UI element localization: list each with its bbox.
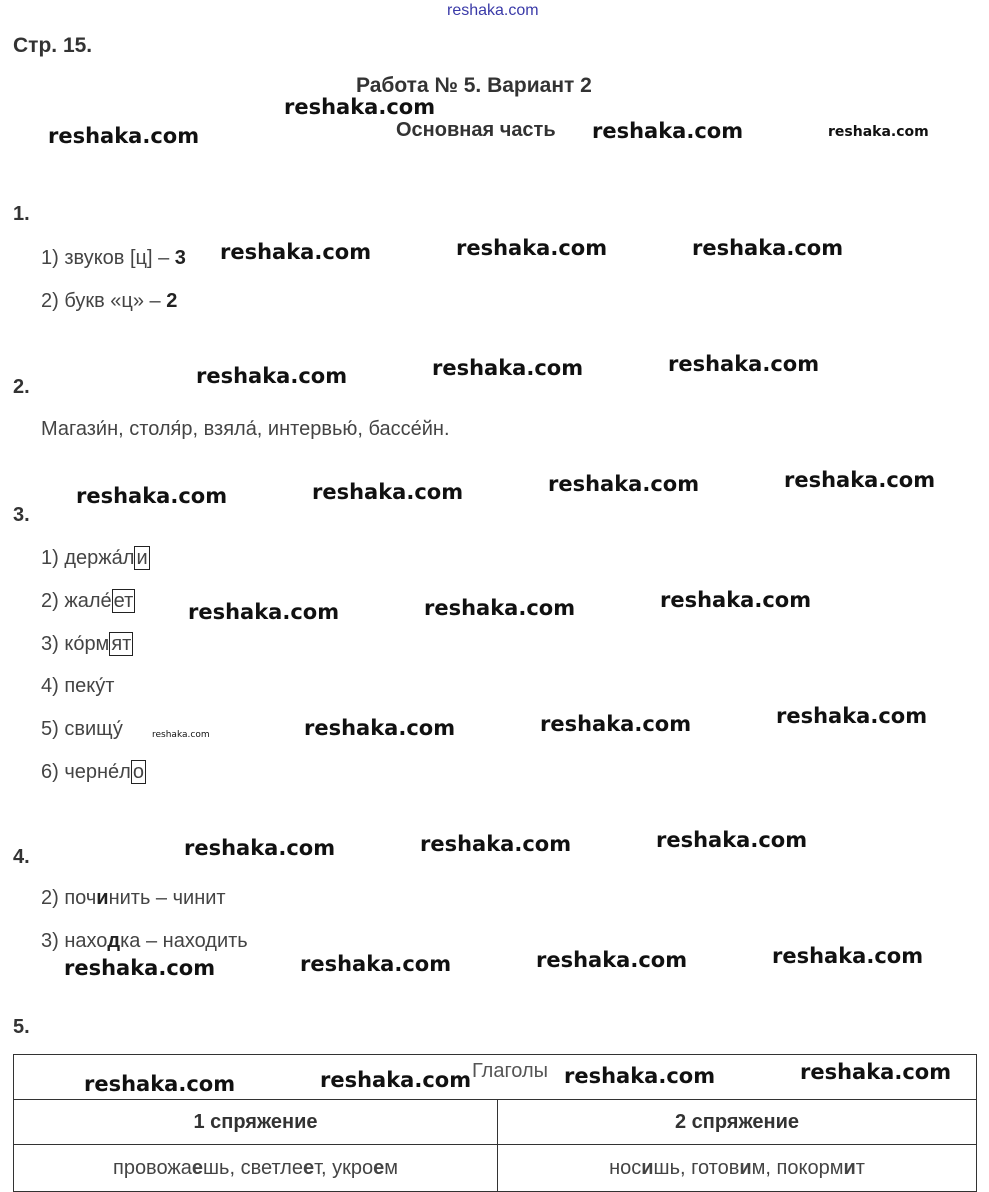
watermark: reshaka.com [304, 716, 456, 740]
watermark: reshaka.com [772, 944, 924, 968]
task-3-number: 3. [13, 504, 30, 526]
task-1-line-1-text: 1) звуков [ц] – [41, 247, 175, 269]
section-subtitle: Основная часть [396, 119, 556, 141]
task-1-line-2-text: 2) букв «ц» – [41, 290, 167, 312]
watermark: reshaka.com [784, 468, 936, 492]
word-part: т, [314, 1156, 333, 1179]
highlighted-letter: и [739, 1156, 752, 1179]
column-header-conj-1: 1 спряжение [14, 1100, 498, 1145]
highlighted-letter: е [191, 1156, 203, 1179]
watermark: reshaka.com [424, 596, 576, 620]
watermark: reshaka.com [668, 352, 820, 376]
highlighted-letter: е [302, 1156, 315, 1179]
watermark: reshaka.com [184, 836, 336, 860]
ending-box: и [136, 547, 148, 569]
word-part: шь, [653, 1156, 692, 1179]
ending-box: ет [113, 590, 134, 612]
task-3-item-stem: 6) черне́л [41, 761, 131, 783]
highlighted-letter: е [373, 1156, 385, 1179]
ending-box: ят [111, 633, 132, 655]
word-part: 2) поч [41, 887, 97, 909]
watermark: reshaka.com [456, 236, 608, 260]
watermark: reshaka.com [540, 712, 692, 736]
conj-1-cell [14, 1145, 498, 1192]
task-4-number: 4. [13, 846, 30, 868]
task-3-item [41, 547, 150, 570]
table-caption: Глаголы [471, 1059, 549, 1082]
word-part: покорм [776, 1156, 844, 1179]
watermark: reshaka.com [660, 588, 812, 612]
task-3-item-stem: 3) ко́рм [41, 633, 110, 655]
watermark: reshaka.com [320, 1068, 472, 1092]
watermark: reshaka.com [828, 124, 929, 140]
watermark: reshaka.com [776, 704, 928, 728]
watermark: reshaka.com [592, 119, 744, 143]
word-part: готов [691, 1156, 740, 1179]
task-3-item-stem: 2) жале́ [41, 590, 112, 612]
watermark: reshaka.com [312, 480, 464, 504]
highlighted-letter: и [843, 1156, 856, 1179]
task-4-line-1 [41, 887, 226, 910]
watermark: reshaka.com [548, 472, 700, 496]
site-link[interactable]: reshaka.com [447, 2, 539, 19]
task-3-item-stem: 1) держа́л [41, 547, 135, 569]
task-3-item [41, 718, 123, 741]
task-3-item-stem: 4) пеку́т [41, 675, 115, 697]
word-part: 3) нахо [41, 930, 108, 952]
word-part: светле [240, 1156, 303, 1179]
watermark: reshaka.com [432, 356, 584, 380]
task-3-item [41, 590, 135, 613]
task-1-line-1 [41, 247, 186, 270]
watermark: reshaka.com [564, 1064, 716, 1088]
task-4-line-2 [41, 930, 248, 953]
word-part: нить – чинит [108, 887, 226, 909]
conj-2-cell [498, 1145, 977, 1192]
word-part: т [855, 1156, 865, 1179]
word-part: ка – находить [120, 930, 248, 952]
task-1-number: 1. [13, 203, 30, 225]
task-3-item-stem: 5) свищу́ [41, 718, 123, 740]
highlighted-letter: и [96, 887, 109, 909]
watermark: reshaka.com [84, 1072, 236, 1096]
task-3-item [41, 633, 133, 656]
word-part: шь, [203, 1156, 241, 1179]
word-part: м [384, 1156, 399, 1179]
watermark: reshaka.com [76, 484, 228, 508]
watermark: reshaka.com [48, 124, 200, 148]
task-1-line-2-value: 2 [166, 290, 178, 312]
watermark: reshaka.com [64, 956, 216, 980]
task-1-line-2 [41, 290, 177, 313]
word-part: провожа [112, 1156, 192, 1179]
word-part: м, [751, 1156, 777, 1179]
highlighted-letter: д [107, 930, 121, 952]
watermark: reshaka.com [692, 236, 844, 260]
task-2-text: Магази́н, столя́р, взяла́, интервью́, бассе́йн. [41, 418, 450, 440]
highlighted-letter: и [641, 1156, 654, 1179]
watermark: reshaka.com [300, 952, 452, 976]
task-5-number: 5. [13, 1016, 30, 1038]
watermark: reshaka.com [536, 948, 688, 972]
page-label: Стр. 15. [13, 34, 93, 57]
watermark: reshaka.com [284, 95, 436, 119]
task-3-item [41, 761, 146, 784]
watermark: reshaka.com [220, 240, 372, 264]
watermark: reshaka.com [152, 730, 210, 740]
watermark: reshaka.com [196, 364, 348, 388]
watermark: reshaka.com [800, 1060, 952, 1084]
word-part: нос [609, 1156, 642, 1179]
page-title: Работа № 5. Вариант 2 [356, 74, 592, 97]
task-2-number: 2. [13, 376, 30, 398]
task-1-line-1-value: 3 [174, 247, 186, 269]
watermark: reshaka.com [656, 828, 808, 852]
ending-box: о [132, 761, 144, 783]
task-3-item [41, 675, 114, 698]
watermark: reshaka.com [188, 600, 340, 624]
word-part: укро [332, 1156, 374, 1179]
column-header-conj-2: 2 спряжение [498, 1100, 977, 1145]
watermark: reshaka.com [420, 832, 572, 856]
